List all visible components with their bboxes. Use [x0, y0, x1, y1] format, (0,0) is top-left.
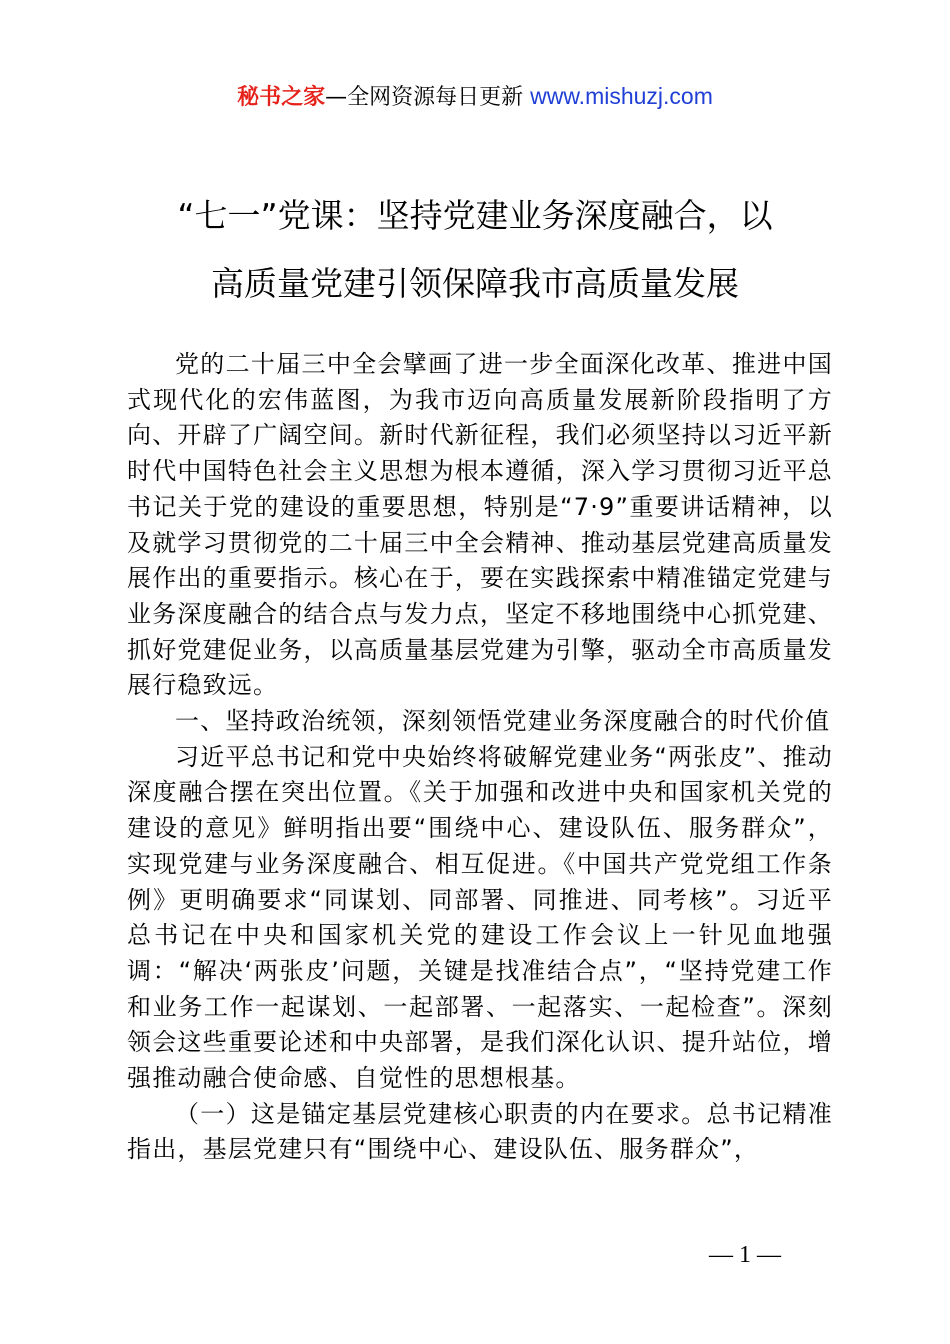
title-line-2: 高质量党建引领保障我市高质量发展 — [211, 264, 739, 303]
site-brand: 秘书之家 — [237, 85, 326, 110]
subsection-paragraph-1: （一）这是锚定基层党建核心职责的内在要求。总书记精准指出，基层党建只有“围绕中心、建设队伍、服务群众”， — [127, 1099, 833, 1164]
document-title — [60, 182, 890, 318]
site-url-link[interactable]: www.mishuzj.com — [530, 83, 713, 109]
intro-paragraph: 党的二十届三中全会擘画了进一步全面深化改革、推进中国式现代化的宏伟蓝图，为我市迈向高质量发展新阶段指明了方向、开辟了广阔空间。新时代新征程，我们必须坚持以习近平新时代中国特色社会主义思想为根本遵循，深入学习贯彻习近平总书记关于党的建设的重要思想，特别是“7·9”重要讲话精神，以及就学习贯彻党的二十届三中全会精神、推动基层党建高质量发展作出的重要指示。核心在于，要在实践探索中精准锚定党建与业务深度融合的结合点与发力点，坚定不移地围绕中心抓党建、抓好党建促业务，以高质量基层党建为引擎，驱动全市高质量发展行稳致远。 — [127, 350, 833, 700]
site-tagline: —全网资源每日更新 — [325, 85, 531, 110]
section-heading-1: 一、坚持政治统领，深刻领悟党建业务深度融合的时代价值 — [175, 707, 831, 736]
title-line-1: “七一”党课：坚持党建业务深度融合，以 — [177, 196, 773, 235]
body-paragraph: 习近平总书记和党中央始终将破解党建业务“两张皮”、推动深度融合摆在突出位置。《关于加强和改进中央和国家机关党的建设的意见》鲜明指出要“围绕中心、建设队伍、服务群众”，实现党建与业务深度融合、相互促进。《中国共产党党组工作条例》更明确要求“同谋划、同部署、同推进、同考核”。习近平总书记在中央和国家机关党的建设工作会议上一针见血地强调：“解决‘两张皮’问题，关键是找准结合点”，“坚持党建工作和业务工作一起谋划、一起部署、一起落实、一起检查”。深刻领会这些重要论述和中央部署，是我们深化认识、提升站位，增强推动融合使命感、自觉性的思想根基。 — [127, 742, 833, 1093]
document-body — [127, 347, 833, 1168]
site-header — [0, 80, 950, 114]
page-number: — 1 — — [709, 1242, 781, 1268]
